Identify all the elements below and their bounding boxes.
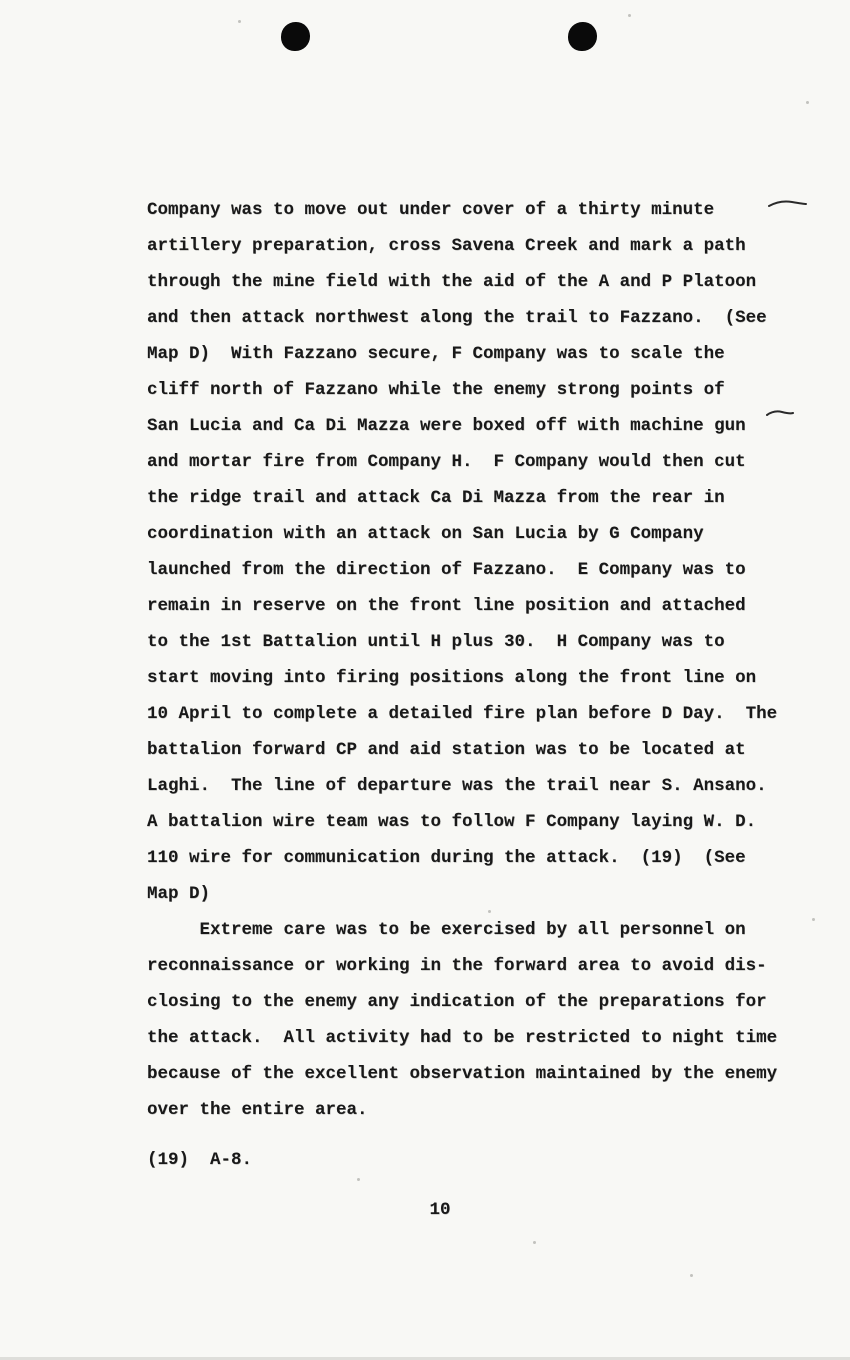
text-line: Map D) [147, 884, 211, 904]
text-line: reconnaissance or working in the forward area to avoid dis- [147, 956, 767, 976]
page-number: 10 [429, 1200, 451, 1220]
text-line: the ridge trail and attack Ca Di Mazza from the rear in [147, 488, 725, 508]
text-line: artillery preparation, cross Savena Creek and mark a path [147, 236, 746, 256]
footnote [147, 1142, 252, 1178]
text-line: to the 1st Battalion until H plus 30. H Company was to [147, 632, 725, 652]
text-line: battalion forward CP and aid station was to be located at [147, 740, 746, 760]
text-line: Extreme care was to be exercised by all personnel on [147, 920, 746, 940]
text-line: through the mine field with the aid of the A and P Platoon [147, 272, 757, 292]
text-line: cliff north of Fazzano while the enemy strong points of [147, 380, 725, 400]
footnote-text: (19) A-8. [147, 1150, 253, 1170]
text-line: the attack. All activity had to be restricted to night time [147, 1028, 778, 1048]
scan-speckle [533, 1241, 536, 1244]
text-line: 10 April to complete a detailed fire plan before D Day. The [147, 704, 778, 724]
text-block [147, 192, 817, 1128]
text-line: and mortar fire from Company H. F Company would then cut [147, 452, 746, 472]
scan-speckle [357, 1178, 360, 1181]
hole-punch-mark-left [281, 22, 310, 51]
text-line: remain in reserve on the front line position and attached [147, 596, 746, 616]
scan-speckle [238, 20, 241, 23]
hole-punch-mark-right [568, 22, 597, 51]
text-line: launched from the direction of Fazzano. E Company was to [147, 560, 746, 580]
text-line: closing to the enemy any indication of the preparations for [147, 992, 767, 1012]
text-line: over the entire area. [147, 1100, 368, 1120]
scan-speckle [488, 910, 491, 913]
text-line: and then attack northwest along the trail to Fazzano. (See [147, 308, 767, 328]
text-line: Map D) With Fazzano secure, F Company was to scale the [147, 344, 725, 364]
scan-speckle [806, 101, 809, 104]
text-line: coordination with an attack on San Lucia by G Company [147, 524, 704, 544]
scan-speckle [690, 1274, 693, 1277]
text-line: Company was to move out under cover of a thirty minute [147, 200, 715, 220]
text-line: San Lucia and Ca Di Mazza were boxed off with machine gun [147, 416, 746, 436]
scan-speckle [812, 918, 815, 921]
scan-speckle [628, 14, 631, 17]
text-line: start moving into firing positions along the front line on [147, 668, 757, 688]
text-line: because of the excellent observation maintained by the enemy [147, 1064, 778, 1084]
text-line: 110 wire for communication during the attack. (19) (See [147, 848, 746, 868]
paragraph-1 [147, 192, 817, 912]
paragraph-2 [147, 912, 817, 1128]
page-number-container [130, 1192, 750, 1228]
text-line: A battalion wire team was to follow F Company laying W. D. [147, 812, 757, 832]
text-line: Laghi. The line of departure was the trail near S. Ansano. [147, 776, 767, 796]
